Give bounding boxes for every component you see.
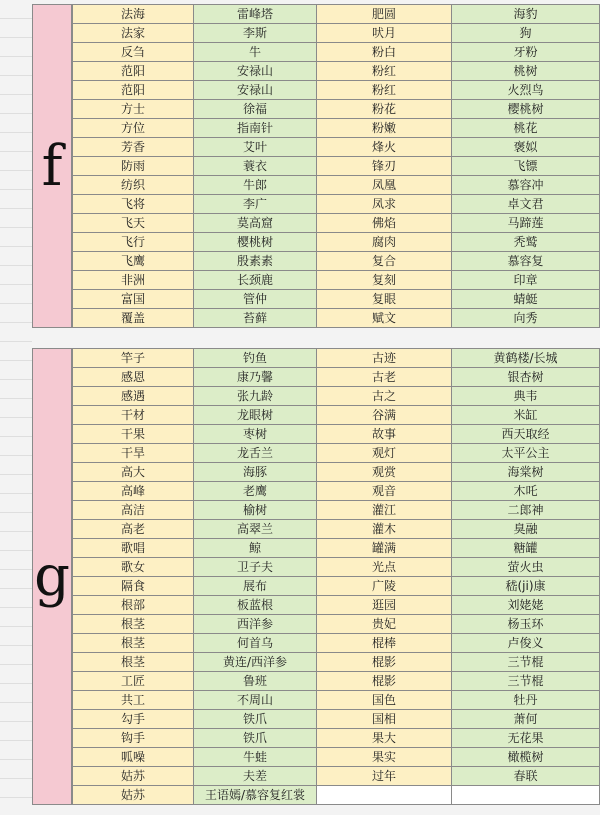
table-cell: 高峰: [73, 482, 194, 501]
table-cell: 非洲: [73, 271, 194, 290]
table-cell: 龙舌兰: [194, 444, 317, 463]
table-cell: 根茎: [73, 653, 194, 672]
table-cell: 飞镖: [452, 157, 600, 176]
table-cell: 康乃馨: [194, 368, 317, 387]
table-row: [73, 81, 600, 100]
table-row: [73, 634, 600, 653]
table-cell: 粉红: [317, 62, 452, 81]
table-cell: 王语嫣/慕容复红裳: [194, 786, 317, 805]
table-row: [73, 214, 600, 233]
table-cell: 龙眼树: [194, 406, 317, 425]
table-cell: 木吒: [452, 482, 600, 501]
table-cell: 姑苏: [73, 786, 194, 805]
table-cell: 嵇(ji)康: [452, 577, 600, 596]
table-cell: 灌江: [317, 501, 452, 520]
table-row: [73, 558, 600, 577]
table-row: [73, 691, 600, 710]
table-cell: 黄鹤楼/长城: [452, 349, 600, 368]
table-cell: 桃树: [452, 62, 600, 81]
table-cell: 无花果: [452, 729, 600, 748]
table-cell: 板蓝根: [194, 596, 317, 615]
table-cell: 古之: [317, 387, 452, 406]
table-row: [73, 767, 600, 786]
table-cell: 西天取经: [452, 425, 600, 444]
table-cell: 干旱: [73, 444, 194, 463]
table-cell: 锋刃: [317, 157, 452, 176]
table-cell: 褒姒: [452, 138, 600, 157]
table-cell: 莫高窟: [194, 214, 317, 233]
table-cell: 根部: [73, 596, 194, 615]
table-cell: 复刻: [317, 271, 452, 290]
table-cell: 谷满: [317, 406, 452, 425]
table-cell: 秃鹫: [452, 233, 600, 252]
table-cell: 腐肉: [317, 233, 452, 252]
word-table-g: [72, 348, 600, 805]
table-cell: 海豚: [194, 463, 317, 482]
table-cell: 太平公主: [452, 444, 600, 463]
table-row: [73, 406, 600, 425]
table-cell: 根茎: [73, 634, 194, 653]
table-cell: 复合: [317, 252, 452, 271]
table-cell: 黄连/西洋参: [194, 653, 317, 672]
table-cell: 富国: [73, 290, 194, 309]
table-cell: 樱桃树: [194, 233, 317, 252]
table-cell: 观音: [317, 482, 452, 501]
table-cell: 张九龄: [194, 387, 317, 406]
table-cell: [317, 786, 452, 805]
table-row: [73, 672, 600, 691]
table-row: [73, 368, 600, 387]
table-row: [73, 710, 600, 729]
table-cell: 桃花: [452, 119, 600, 138]
table-cell: 范阳: [73, 62, 194, 81]
table-row: [73, 119, 600, 138]
table-cell: 蓑衣: [194, 157, 317, 176]
table-cell: 国相: [317, 710, 452, 729]
table-cell: 管仲: [194, 290, 317, 309]
table-cell: 棍影: [317, 653, 452, 672]
table-cell: 粉红: [317, 81, 452, 100]
table-cell: 牙粉: [452, 43, 600, 62]
table-cell: 赋文: [317, 309, 452, 328]
table-cell: 指南针: [194, 119, 317, 138]
table-row: [73, 100, 600, 119]
table-cell: 法家: [73, 24, 194, 43]
table-cell: 故事: [317, 425, 452, 444]
table-cell: 牛蛙: [194, 748, 317, 767]
section-f: [32, 4, 600, 328]
table-cell: 吠月: [317, 24, 452, 43]
table-cell: 殷素素: [194, 252, 317, 271]
table-cell: 纺织: [73, 176, 194, 195]
table-cell: 粉嫩: [317, 119, 452, 138]
word-table-f: [72, 4, 600, 328]
table-row: [73, 195, 600, 214]
table-row: [73, 444, 600, 463]
table-cell: 佛焰: [317, 214, 452, 233]
table-row: [73, 425, 600, 444]
table-cell: 覆盖: [73, 309, 194, 328]
table-row: [73, 501, 600, 520]
table-row: [73, 463, 600, 482]
table-cell: 牛: [194, 43, 317, 62]
table-cell: 二郎神: [452, 501, 600, 520]
table-row: [73, 748, 600, 767]
table-cell: 火烈鸟: [452, 81, 600, 100]
table-cell: 粉白: [317, 43, 452, 62]
table-cell: 三节棍: [452, 672, 600, 691]
table-row: [73, 482, 600, 501]
table-cell: 棍棒: [317, 634, 452, 653]
table-cell: 榆树: [194, 501, 317, 520]
table-cell: 长颈鹿: [194, 271, 317, 290]
table-cell: 共工: [73, 691, 194, 710]
table-row: [73, 596, 600, 615]
sheet-background-lines: [0, 0, 32, 815]
table-cell: 过年: [317, 767, 452, 786]
table-cell: 广陵: [317, 577, 452, 596]
table-row: [73, 520, 600, 539]
table-cell: 观灯: [317, 444, 452, 463]
table-cell: 西洋参: [194, 615, 317, 634]
table-cell: 凤凰: [317, 176, 452, 195]
table-cell: 樱桃树: [452, 100, 600, 119]
table-cell: 干材: [73, 406, 194, 425]
table-cell: 高老: [73, 520, 194, 539]
table-cell: 枣树: [194, 425, 317, 444]
table-cell: 飞将: [73, 195, 194, 214]
table-cell: 干果: [73, 425, 194, 444]
table-row: [73, 577, 600, 596]
table-cell: 凤求: [317, 195, 452, 214]
table-cell: 向秀: [452, 309, 600, 328]
table-cell: 高大: [73, 463, 194, 482]
section-g: [32, 348, 600, 805]
table-cell: 三节棍: [452, 653, 600, 672]
table-cell: 何首乌: [194, 634, 317, 653]
table-cell: 工匠: [73, 672, 194, 691]
table-cell: 橄榄树: [452, 748, 600, 767]
table-cell: 鲸: [194, 539, 317, 558]
table-cell: 感遇: [73, 387, 194, 406]
table-cell: 杨玉环: [452, 615, 600, 634]
table-row: [73, 786, 600, 805]
table-row: [73, 138, 600, 157]
table-cell: 灌木: [317, 520, 452, 539]
table-row: [73, 271, 600, 290]
table-cell: 海棠树: [452, 463, 600, 482]
table-cell: 光点: [317, 558, 452, 577]
table-cell: 雷峰塔: [194, 5, 317, 24]
table-cell: 果实: [317, 748, 452, 767]
table-cell: 根茎: [73, 615, 194, 634]
table-row: [73, 62, 600, 81]
table-row: [73, 539, 600, 558]
table-cell: 钩手: [73, 729, 194, 748]
table-row: [73, 233, 600, 252]
table-cell: 慕容复: [452, 252, 600, 271]
table-cell: 糖罐: [452, 539, 600, 558]
table-cell: 烽火: [317, 138, 452, 157]
table-row: [73, 252, 600, 271]
table-cell: 逛园: [317, 596, 452, 615]
table-cell: 卓文君: [452, 195, 600, 214]
table-row: [73, 387, 600, 406]
table-cell: 老鹰: [194, 482, 317, 501]
table-cell: 春联: [452, 767, 600, 786]
table-cell: 果大: [317, 729, 452, 748]
table-row: [73, 157, 600, 176]
table-cell: 感恩: [73, 368, 194, 387]
table-cell: 夫差: [194, 767, 317, 786]
table-cell: 肥圆: [317, 5, 452, 24]
table-cell: 防雨: [73, 157, 194, 176]
table-cell: 隔食: [73, 577, 194, 596]
table-row: [73, 24, 600, 43]
table-cell: 棍影: [317, 672, 452, 691]
table-cell: 展布: [194, 577, 317, 596]
table-cell: 安禄山: [194, 62, 317, 81]
table-cell: 方士: [73, 100, 194, 119]
table-cell: 高翠兰: [194, 520, 317, 539]
table-cell: 飞行: [73, 233, 194, 252]
table-row: [73, 5, 600, 24]
table-cell: 呱噪: [73, 748, 194, 767]
table-cell: 典韦: [452, 387, 600, 406]
table-cell: 萤火虫: [452, 558, 600, 577]
section-letter: f: [32, 4, 72, 328]
table-cell: 钓鱼: [194, 349, 317, 368]
table-cell: 牛郎: [194, 176, 317, 195]
table-row: [73, 349, 600, 368]
table-cell: [452, 786, 600, 805]
table-cell: 不周山: [194, 691, 317, 710]
table-row: [73, 290, 600, 309]
table-cell: 歌唱: [73, 539, 194, 558]
section-letter: g: [32, 348, 72, 805]
table-cell: 方位: [73, 119, 194, 138]
table-row: [73, 729, 600, 748]
table-cell: 飞鹰: [73, 252, 194, 271]
table-cell: 海豹: [452, 5, 600, 24]
table-cell: 古老: [317, 368, 452, 387]
table-cell: 李斯: [194, 24, 317, 43]
table-cell: 鲁班: [194, 672, 317, 691]
table-cell: 银杏树: [452, 368, 600, 387]
table-cell: 萧何: [452, 710, 600, 729]
table-cell: 铁爪: [194, 710, 317, 729]
table-cell: 臭融: [452, 520, 600, 539]
table-cell: 歌女: [73, 558, 194, 577]
table-cell: 高洁: [73, 501, 194, 520]
table-cell: 芳香: [73, 138, 194, 157]
table-cell: 贵妃: [317, 615, 452, 634]
table-cell: 古迹: [317, 349, 452, 368]
table-cell: 艾叶: [194, 138, 317, 157]
table-cell: 铁爪: [194, 729, 317, 748]
table-cell: 姑苏: [73, 767, 194, 786]
table-cell: 勾手: [73, 710, 194, 729]
table-cell: 飞天: [73, 214, 194, 233]
table-cell: 卫子夫: [194, 558, 317, 577]
table-cell: 徐福: [194, 100, 317, 119]
table-row: [73, 615, 600, 634]
table-row: [73, 653, 600, 672]
table-cell: 观赏: [317, 463, 452, 482]
table-cell: 慕容冲: [452, 176, 600, 195]
table-cell: 安禄山: [194, 81, 317, 100]
table-cell: 米缸: [452, 406, 600, 425]
table-cell: 蜻蜓: [452, 290, 600, 309]
table-cell: 李广: [194, 195, 317, 214]
table-row: [73, 176, 600, 195]
table-cell: 牡丹: [452, 691, 600, 710]
table-cell: 国色: [317, 691, 452, 710]
table-cell: 苔藓: [194, 309, 317, 328]
table-cell: 竿子: [73, 349, 194, 368]
table-cell: 马蹄莲: [452, 214, 600, 233]
table-row: [73, 309, 600, 328]
table-cell: 法海: [73, 5, 194, 24]
table-cell: 粉花: [317, 100, 452, 119]
table-row: [73, 43, 600, 62]
table-cell: 卢俊义: [452, 634, 600, 653]
table-cell: 狗: [452, 24, 600, 43]
table-cell: 范阳: [73, 81, 194, 100]
table-cell: 反刍: [73, 43, 194, 62]
table-cell: 印章: [452, 271, 600, 290]
table-cell: 罐满: [317, 539, 452, 558]
table-cell: 复眼: [317, 290, 452, 309]
table-cell: 刘姥姥: [452, 596, 600, 615]
